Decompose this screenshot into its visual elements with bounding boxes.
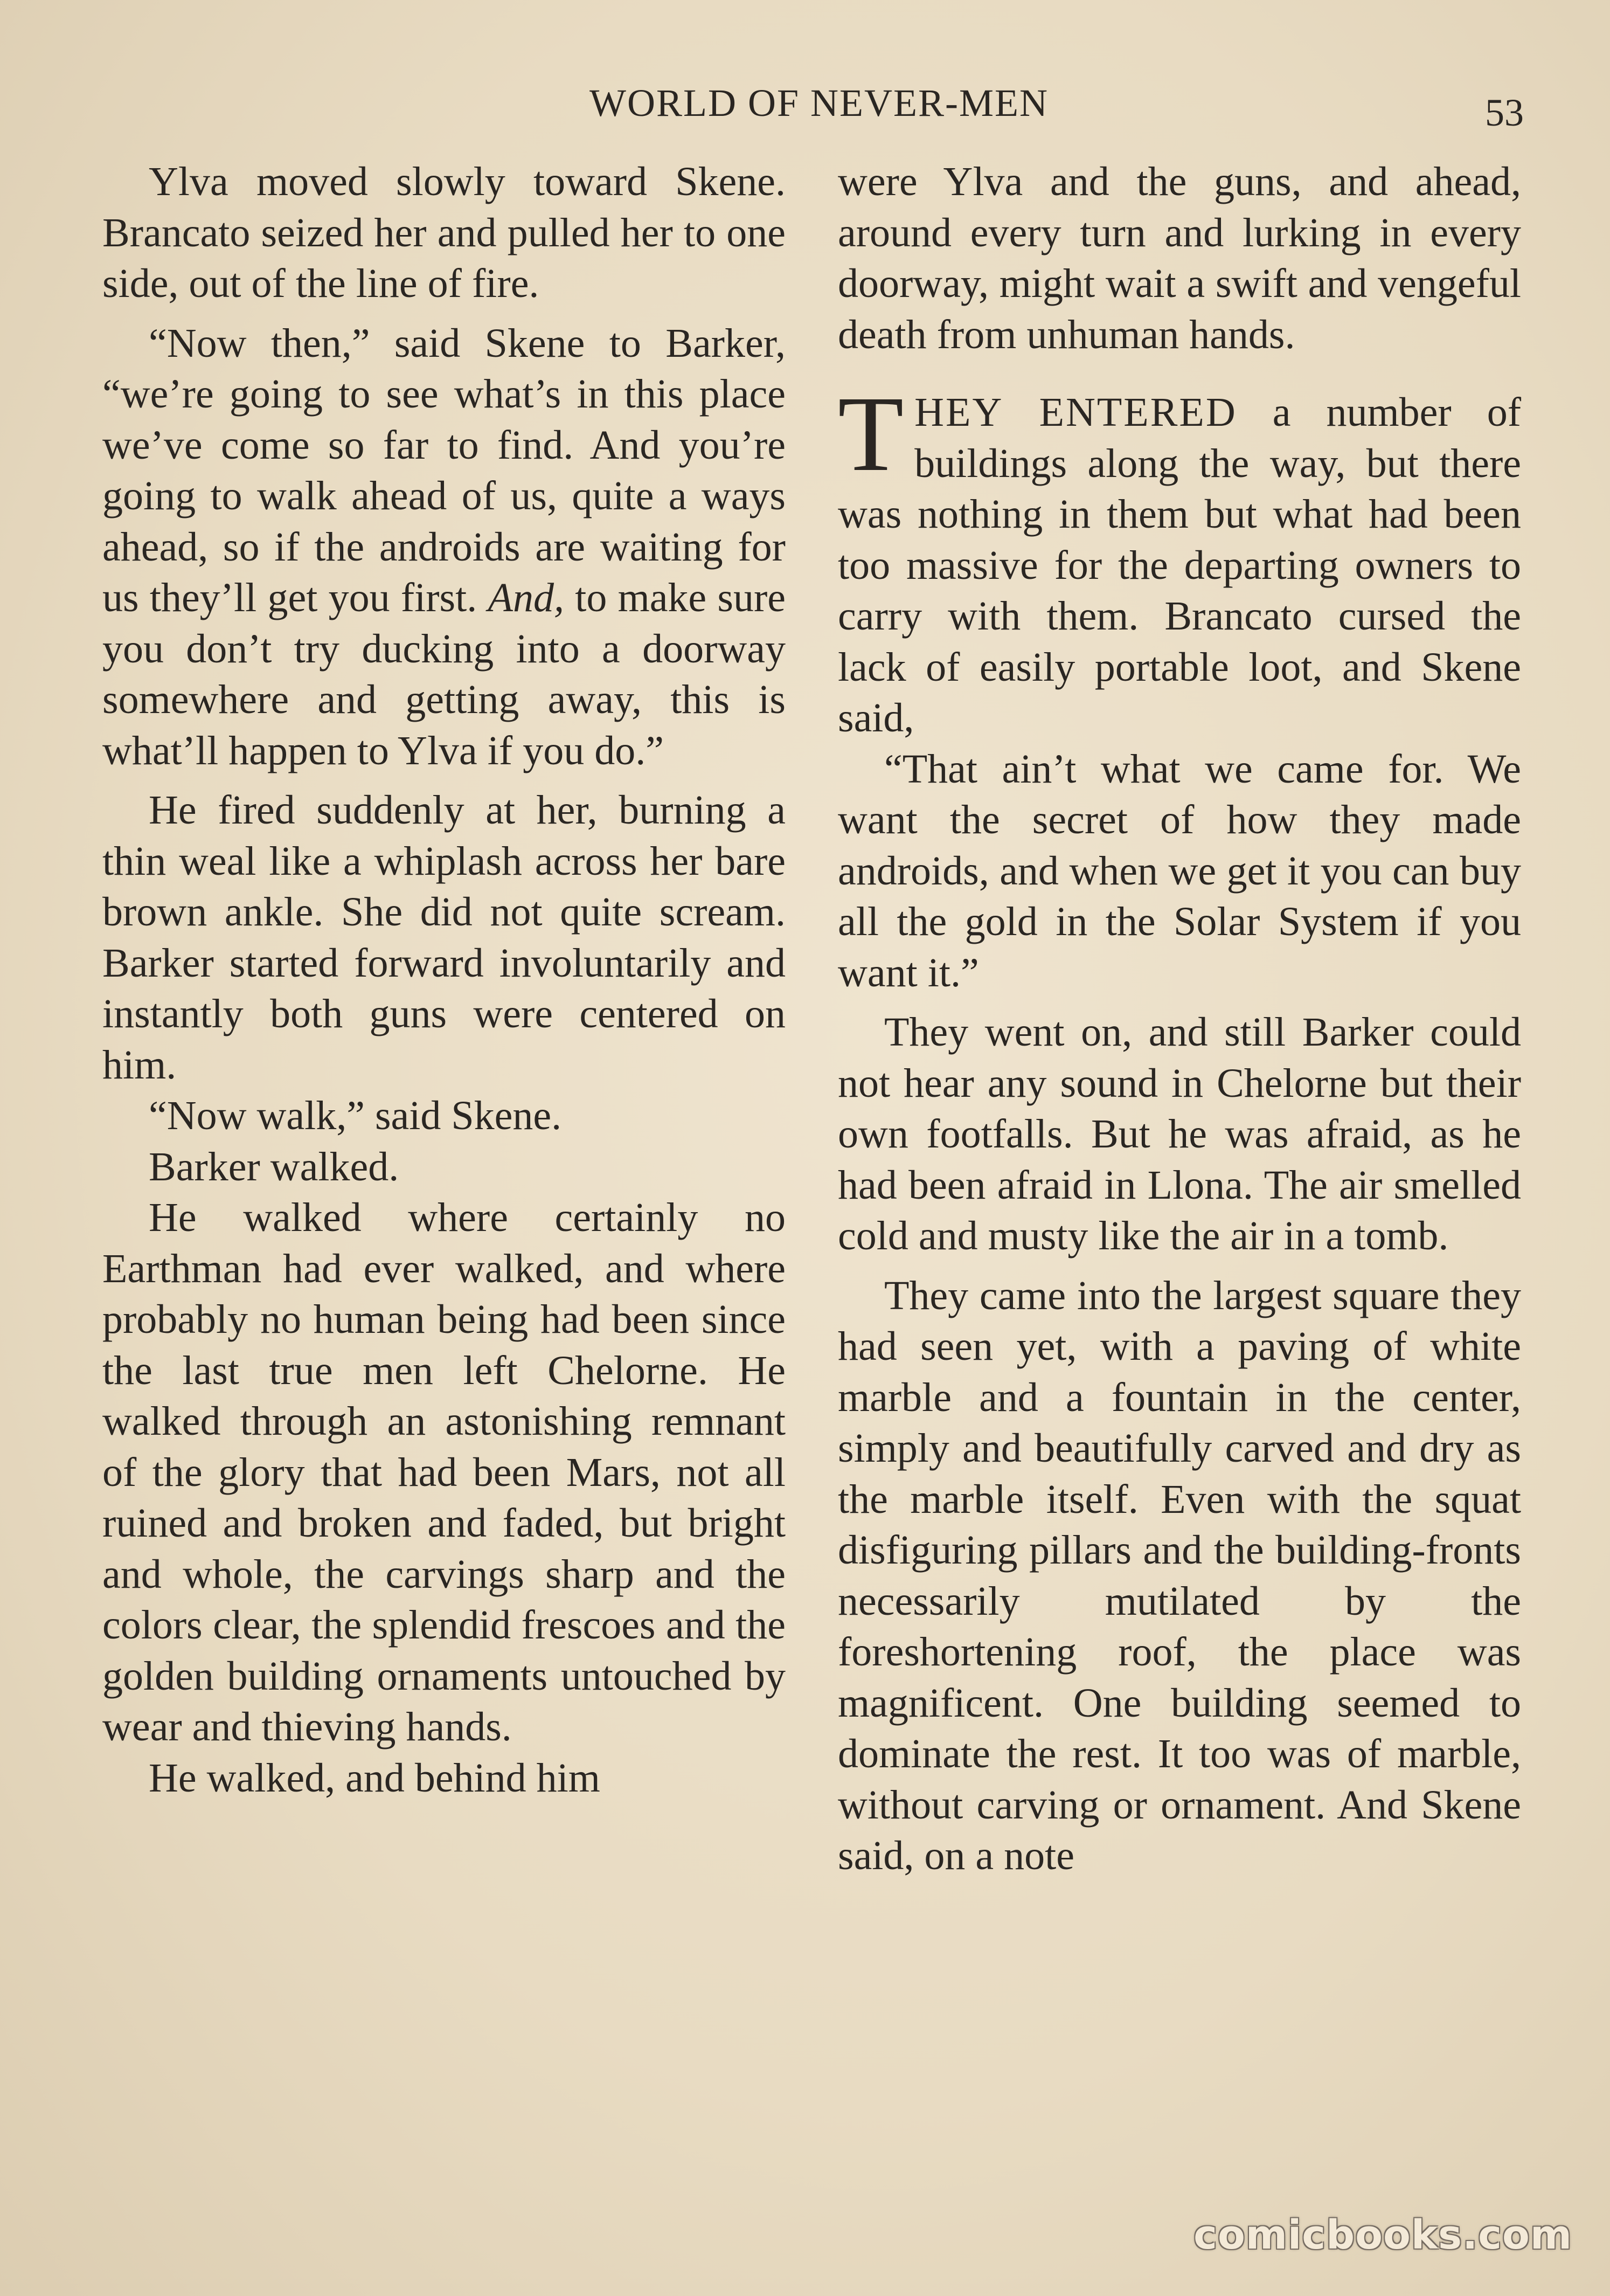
section-opening-paragraph (838, 375, 1522, 744)
lead-in-caps: HEY ENTERED (914, 390, 1237, 435)
paragraph (102, 318, 786, 777)
paragraph: He walked where certainly no Earthman had ever walked, and where probably no human being had been since the last true men left Chelorne. He walked through an astonishing remnant of the glory that had been Mars, not all ruined and broken and faded, but bright and whole, the carvings sharp and the colors clear, the splendid frescoes and the golden building ornaments untouched by wear and thieving hands. (102, 1195, 786, 1749)
paragraph-text: a number of buildings along the way, but there was nothing in them but what had been too massive for the departing owners to carry with them. Brancato cursed the lack of easily portable loot, and Skene said, (838, 390, 1522, 741)
paragraph: “Now walk,” said Skene. (149, 1093, 562, 1138)
page-number: 53 (1485, 91, 1524, 134)
paragraph: Ylva moved slowly toward Skene. Brancato seized her and pulled her to one side, out of the line of fire. (102, 159, 786, 306)
paragraph-text: to make sure you don’t try ducking into a doorway somewhere and getting away, this is what’ll happen to Ylva if you do.” (102, 575, 786, 773)
paragraph: were Ylva and the guns, and ahead, around every turn and lurking in every doorway, might wait a swift and vengeful death from unhuman hands. (838, 159, 1521, 357)
emphasis-text: And, (488, 575, 564, 620)
drop-cap: T (838, 375, 904, 494)
right-column (838, 156, 1521, 1882)
paragraph: “That ain’t what we came for. We want the secret of how they made androids, and when we get it you can buy all the gold in the Solar System if you want it.” (838, 746, 1521, 995)
paragraph: He walked, and behind him (149, 1755, 600, 1801)
paragraph: They came into the largest square they had seen yet, with a paving of white marble and a fountain in the center, simply and beautifully carved and dry as the marble itself. Even with the squat disfiguring pillars and the building-fronts necessarily mutilated by the foreshortening roof, the place was magnificent. One building seemed to dominate the rest. It too was of marble, without carving or ornament. And Skene said, on a note (838, 1273, 1521, 1878)
paragraph: Barker walked. (149, 1144, 399, 1190)
left-column (102, 156, 786, 1803)
paragraph: He fired suddenly at her, burning a thin weal like a whiplash across her bare brown ankle. She did not quite scream. Barker started forward involuntarily and instantly both guns were centered on him. (102, 787, 786, 1088)
paragraph: They went on, and still Barker could not hear any sound in Chelorne but their own footfalls. But he was afraid, as he had been afraid in Llona. The air smelled cold and musty like the air in a tomb. (838, 1009, 1521, 1258)
running-title: WORLD OF NEVER-MEN (589, 81, 1049, 125)
site-watermark: comicbooks.com (1193, 2212, 1572, 2258)
paragraph-text: “Now then,” said Skene to Barker, “we’re going to see what’s in this place we’ve come so far to find. And you’re going to walk ahead of us, quite a ways ahead, so if the androids are waiting for us they’ll get you first. (102, 320, 786, 620)
